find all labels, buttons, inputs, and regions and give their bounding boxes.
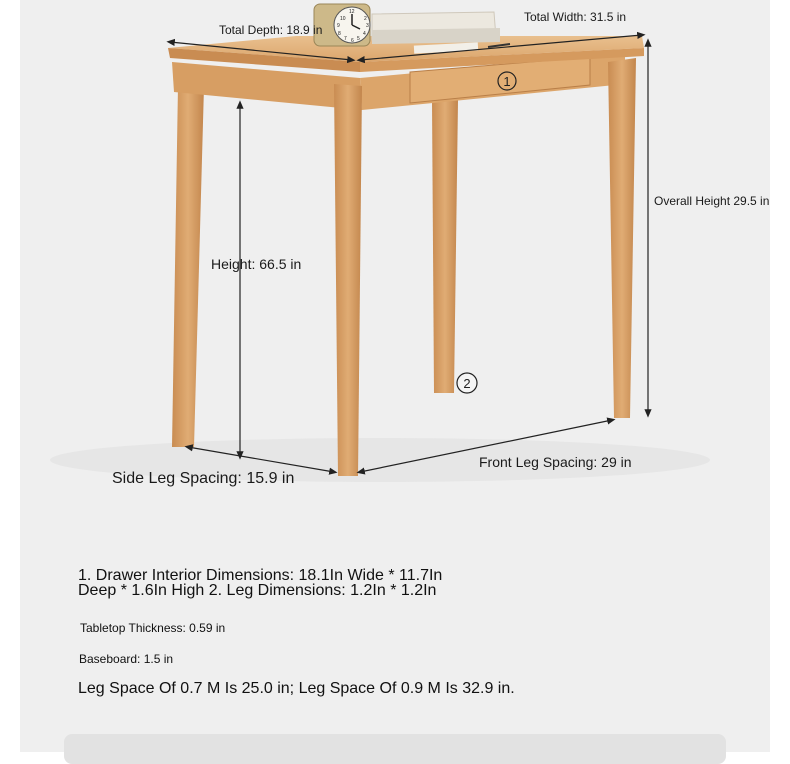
spec-line-1: 1. Drawer Interior Dimensions: 18.1In Wide * 11.7In: [78, 567, 443, 584]
overall-height-label: Overall Height 29.5 in: [654, 194, 770, 208]
drawer-marker-number: 1: [503, 74, 511, 89]
clock-digit: 5: [357, 36, 360, 42]
front-leg-spacing-label: Front Leg Spacing: 29 in: [479, 454, 632, 470]
tabletop-thickness: Tabletop Thickness: 0.59 in: [80, 621, 226, 635]
leg-marker-number: 2: [463, 376, 471, 391]
clock-digit: 9: [337, 23, 340, 29]
clock-digit: 3: [366, 23, 369, 29]
clock-digit: 7: [344, 36, 347, 42]
clock-digit: 10: [340, 16, 346, 22]
back-left-leg: [172, 86, 204, 447]
clock-digit: 2: [364, 16, 367, 22]
clock-digit: 4: [363, 31, 366, 37]
bottom-card: [64, 734, 726, 764]
clock-digit: 12: [349, 9, 355, 15]
front-right-leg: [608, 58, 636, 418]
back-right-leg: [432, 100, 458, 393]
clock-digit: 6: [351, 38, 354, 44]
total-width-label: Total Width: 31.5 in: [524, 10, 627, 24]
total-depth-label: Total Depth: 18.9 in: [219, 23, 323, 37]
book-lower: [372, 28, 500, 44]
height-label: Height: 66.5 in: [211, 256, 302, 272]
clock-digit: 8: [338, 31, 341, 37]
side-leg-spacing-label: Side Leg Spacing: 15.9 in: [112, 470, 295, 487]
leg-space-note: Leg Space Of 0.7 M Is 25.0 in; Leg Space Of 0.9 M Is 32.9 in.: [78, 680, 515, 697]
spec-line-2: Deep * 1.6In High 2. Leg Dimensions: 1.2In * 1.2In: [78, 582, 437, 599]
front-left-leg: [334, 84, 362, 476]
drawer-leg-specs: [78, 568, 548, 598]
baseboard: Baseboard: 1.5 in: [79, 652, 174, 666]
